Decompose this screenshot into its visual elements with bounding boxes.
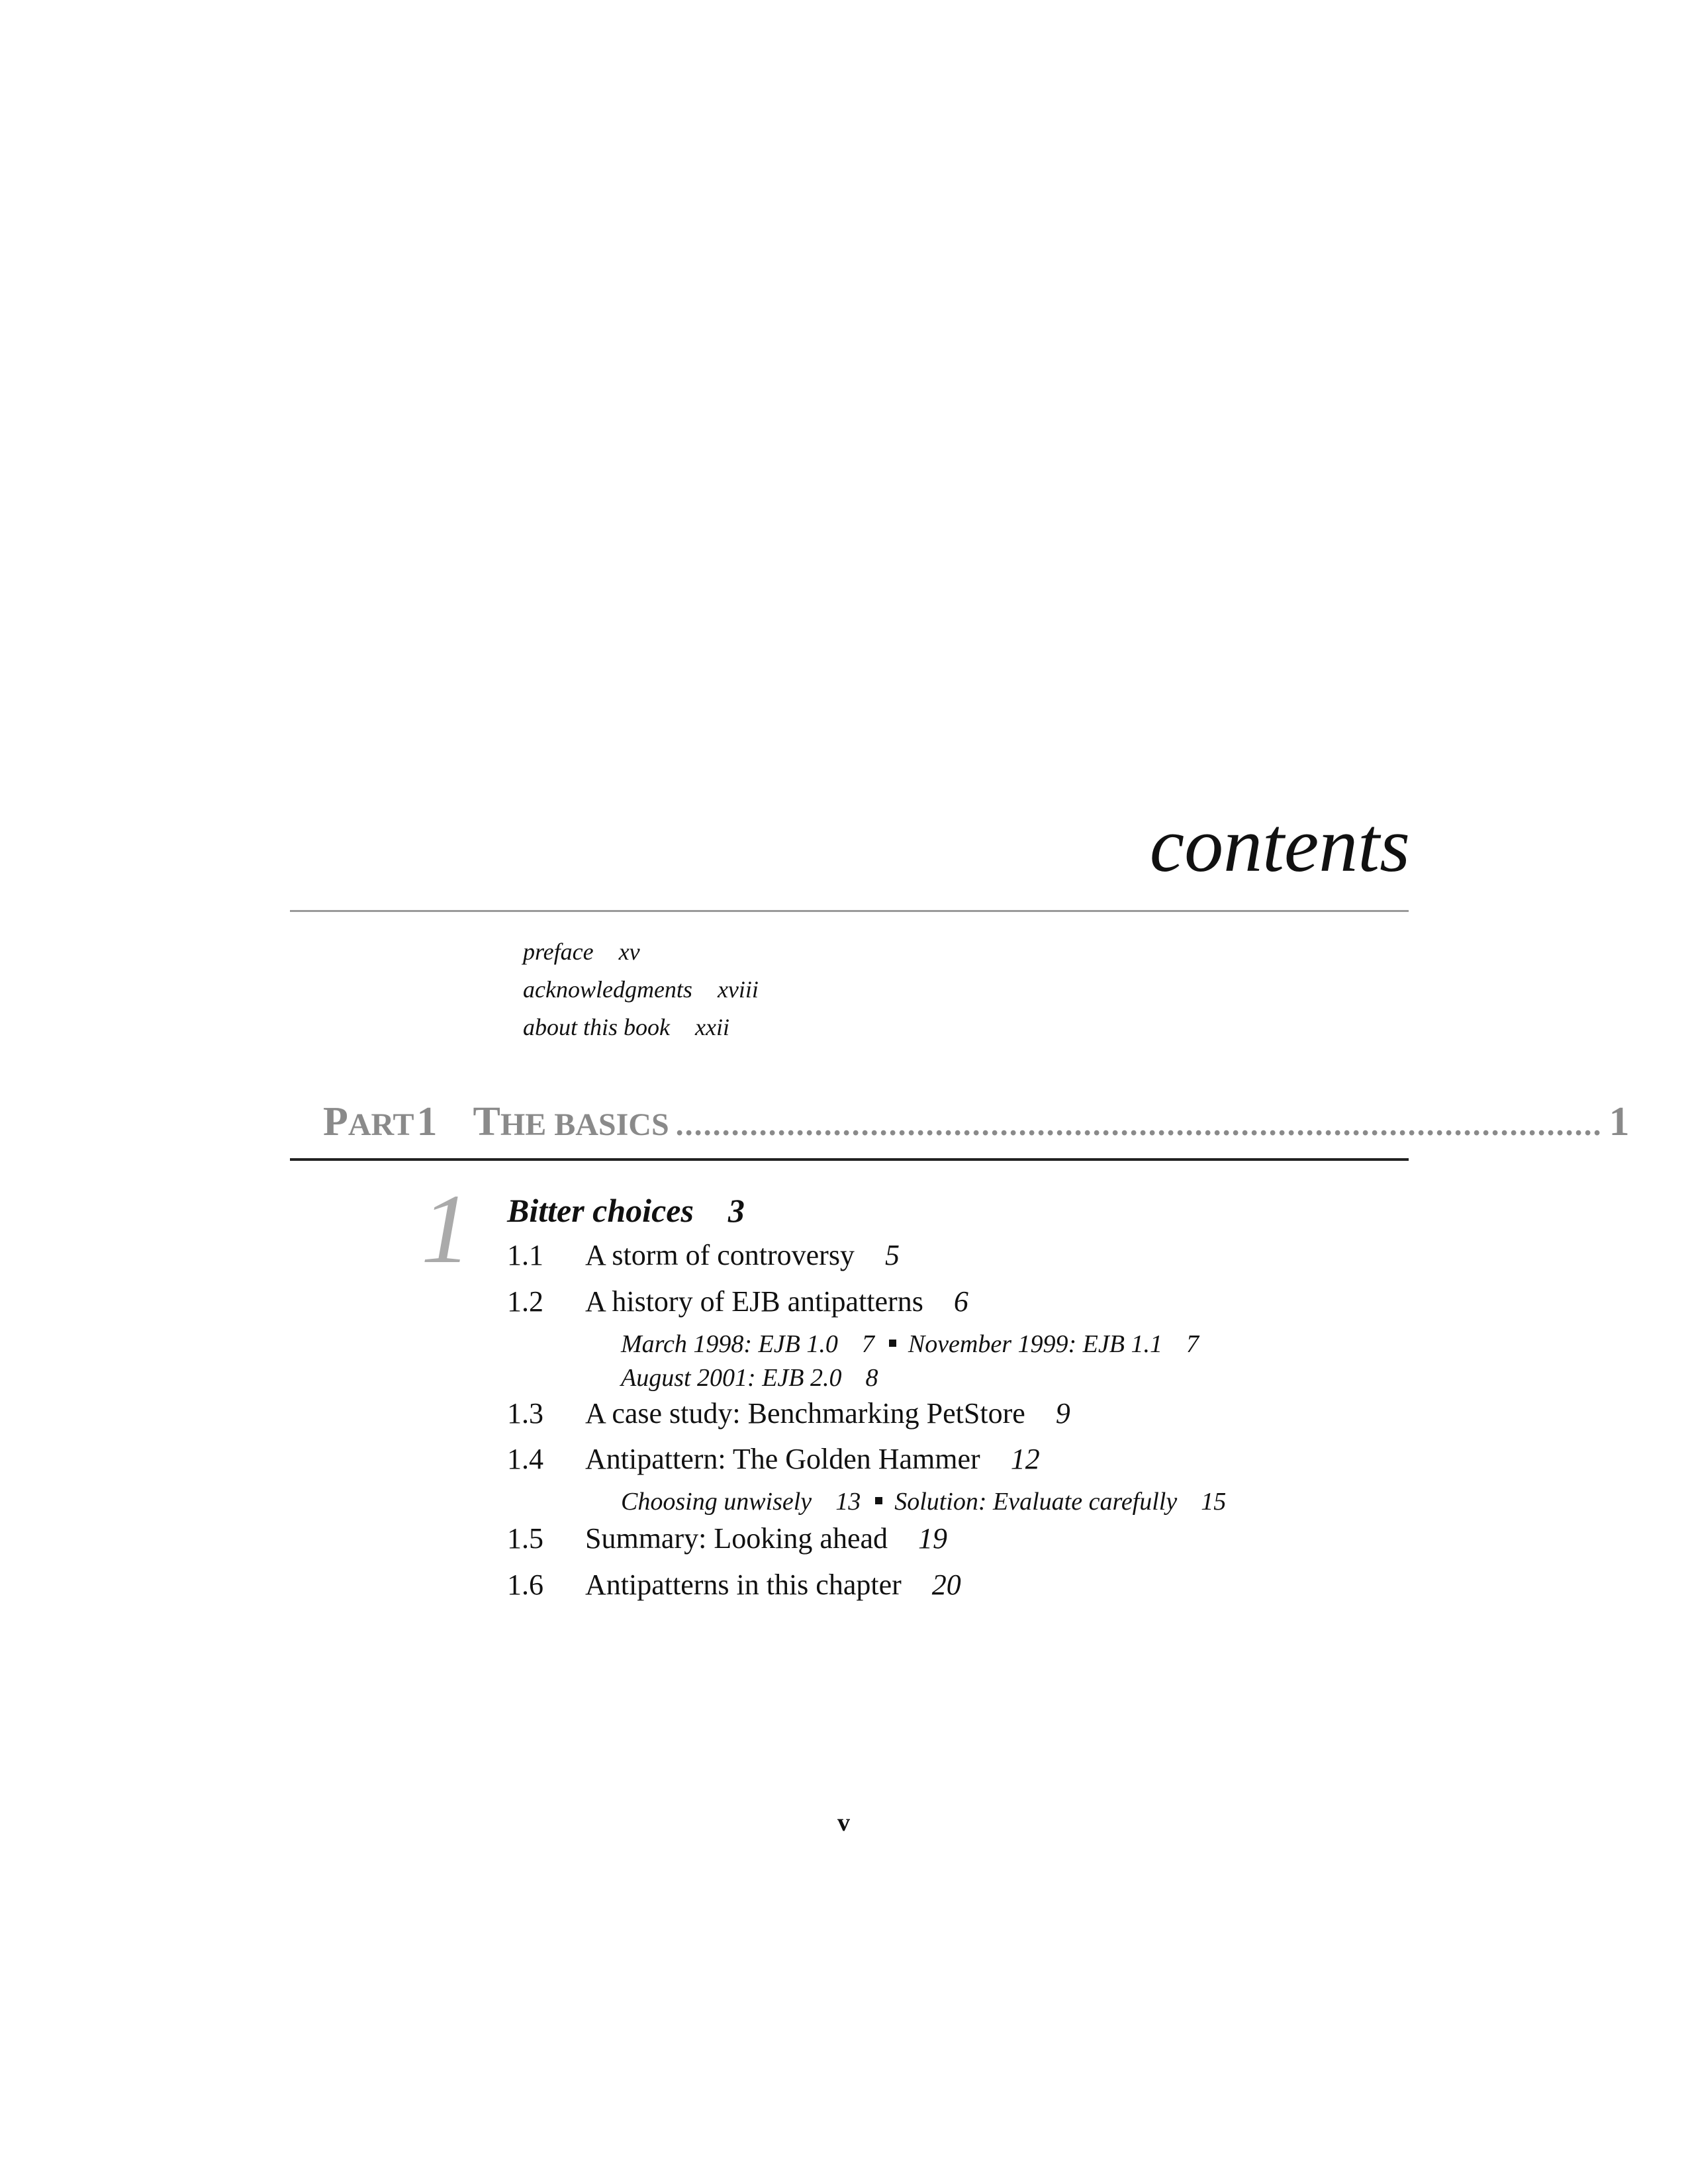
- chapter-page: 3: [727, 1192, 745, 1229]
- subsection-entry[interactable]: [894, 1488, 1226, 1516]
- section-number: 1.6: [507, 1569, 543, 1601]
- chapter-title: Bitter choices: [507, 1192, 694, 1229]
- section-entry[interactable]: [507, 1524, 947, 1553]
- subsection-entry[interactable]: [621, 1364, 878, 1392]
- section-number: 1.3: [507, 1397, 543, 1430]
- front-matter-item[interactable]: [523, 1009, 759, 1046]
- page-folio: v: [837, 1809, 850, 1837]
- part-page-number: 1: [1609, 1099, 1630, 1144]
- subsection-line: [621, 1365, 878, 1390]
- part-leader-dots: ....................................................................................................: [675, 1107, 1603, 1142]
- chapter-number: 1: [421, 1174, 471, 1284]
- section-page: 9: [1055, 1397, 1070, 1430]
- subsection-title: Choosing unwisely: [621, 1488, 812, 1516]
- subsection-page: 15: [1201, 1488, 1227, 1516]
- section-entry[interactable]: [507, 1287, 968, 1316]
- page-title: contents: [1149, 801, 1410, 888]
- subsection-page: 13: [835, 1488, 861, 1516]
- section-title: Antipatterns in this chapter: [585, 1569, 902, 1601]
- subsection-line: [621, 1332, 1199, 1357]
- front-matter-item[interactable]: [523, 971, 759, 1009]
- section-number: 1.1: [507, 1239, 543, 1271]
- section-number: 1.2: [507, 1285, 543, 1318]
- subsection-entry[interactable]: [908, 1330, 1199, 1358]
- front-matter-page: xviii: [717, 976, 759, 1003]
- front-matter-title: acknowledgments: [523, 976, 692, 1003]
- subsection-page: 7: [1186, 1330, 1199, 1358]
- section-page: 5: [884, 1239, 900, 1271]
- subsection-page: 7: [861, 1330, 874, 1358]
- front-matter-page: xv: [618, 938, 640, 965]
- section-title: A storm of controversy: [585, 1239, 855, 1271]
- subsection-line: [621, 1489, 1226, 1514]
- section-entry[interactable]: [507, 1399, 1070, 1428]
- section-title: A history of EJB antipatterns: [585, 1285, 923, 1318]
- front-matter-title: about this book: [523, 1014, 670, 1040]
- part-heading[interactable]: [323, 1099, 1630, 1146]
- chapter-title-entry[interactable]: [507, 1191, 745, 1230]
- part-label: PART 1: [323, 1099, 438, 1144]
- front-matter-list: [523, 933, 759, 1046]
- section-number: 1.4: [507, 1443, 543, 1475]
- subsection-title: August 2001: EJB 2.0: [621, 1364, 842, 1392]
- section-title: A case study: Benchmarking PetStore: [585, 1397, 1025, 1430]
- section-page: 20: [931, 1569, 961, 1601]
- separator-square-icon: [889, 1340, 896, 1347]
- subsection-title: November 1999: EJB 1.1: [908, 1330, 1162, 1358]
- section-title: Summary: Looking ahead: [585, 1522, 888, 1555]
- section-page: 6: [953, 1285, 968, 1318]
- section-entry[interactable]: [507, 1241, 900, 1270]
- section-title: Antipattern: The Golden Hammer: [585, 1443, 980, 1475]
- front-matter-item[interactable]: [523, 933, 759, 971]
- subsection-title: March 1998: EJB 1.0: [621, 1330, 838, 1358]
- subsection-title: Solution: Evaluate carefully: [894, 1488, 1178, 1516]
- front-matter-title: preface: [523, 938, 594, 965]
- separator-square-icon: [875, 1497, 882, 1504]
- section-entry[interactable]: [507, 1445, 1040, 1474]
- section-entry[interactable]: [507, 1570, 961, 1600]
- part-rule: [290, 1158, 1409, 1161]
- title-rule: [290, 910, 1409, 912]
- section-page: 12: [1010, 1443, 1040, 1475]
- part-title: THE BASICS: [473, 1099, 669, 1144]
- front-matter-page: xxii: [695, 1014, 729, 1040]
- section-number: 1.5: [507, 1522, 543, 1555]
- subsection-page: 8: [865, 1364, 878, 1392]
- subsection-entry[interactable]: [621, 1330, 874, 1358]
- subsection-entry[interactable]: [621, 1488, 861, 1516]
- section-page: 19: [918, 1522, 948, 1555]
